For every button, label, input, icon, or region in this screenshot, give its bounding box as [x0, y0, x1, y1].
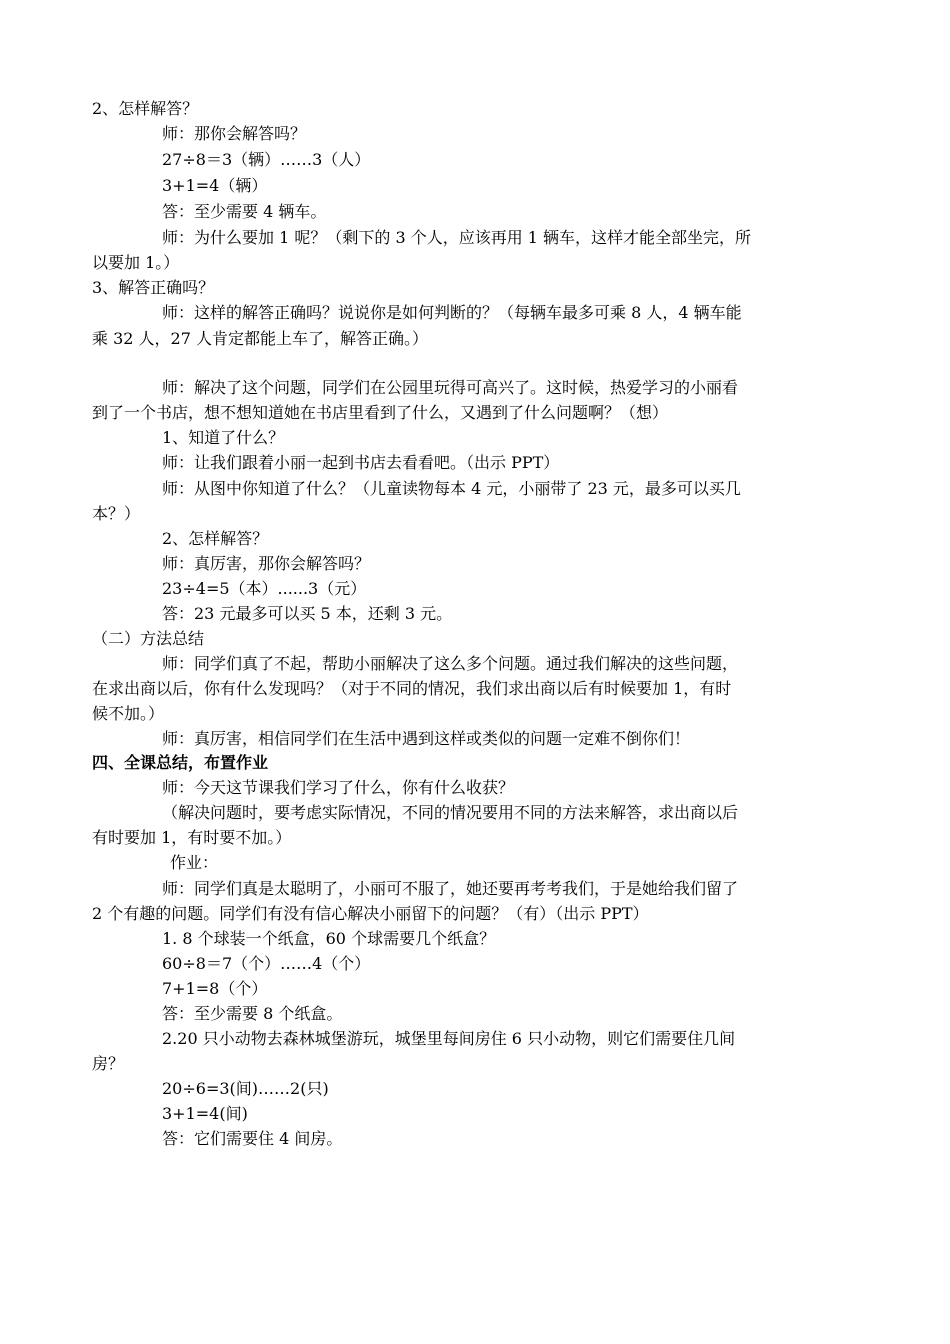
- heading-how-to-answer-1: 2、怎样解答？: [92, 99, 199, 118]
- text-line: 师：真厉害，那你会解答吗？: [162, 554, 371, 573]
- text-line: 2 个有趣的问题。同学们有没有信心解决小丽留下的问题？（有）（出示 PPT）: [92, 904, 649, 923]
- equation-line: 3+1=4(间): [162, 1104, 248, 1123]
- answer-line: 答：23 元最多可以买 5 本，还剩 3 元。: [162, 604, 453, 623]
- problem-1: 1. 8 个球装一个纸盒，60 个球需要几个纸盒？: [162, 929, 496, 948]
- equation-line: 20÷6=3(间)……2(只): [162, 1079, 329, 1098]
- text-line: 师：为什么要加 1 呢？（剩下的 3 个人，应该再用 1 辆车，这样才能全部坐完，所: [162, 228, 752, 247]
- text-line: 有时要加 1，有时要不加。）: [92, 828, 292, 847]
- equation-line: 7+1=8（个）: [162, 979, 268, 998]
- equation-line: 23÷4=5（本）......3（元）: [162, 579, 367, 598]
- text-line: 乘 32 人，27 人肯定都能上车了，解答正确。）: [92, 329, 428, 348]
- heading-how-to-answer-2: 2、怎样解答？: [162, 529, 269, 548]
- text-line: 师：同学们真是太聪明了，小丽可不服了，她还要再考考我们，于是她给我们留了: [162, 879, 739, 898]
- homework-label: 作业：: [170, 853, 219, 872]
- heading-is-correct: 3、解答正确吗？: [92, 278, 215, 297]
- problem-2: 2.20 只小动物去森林城堡游玩，城堡里每间房住 6 只小动物，则它们需要住几间: [162, 1029, 736, 1048]
- text-line: 师：那你会解答吗？: [162, 124, 307, 143]
- text-line: 师：同学们真了不起，帮助小丽解决了这么多个问题。通过我们解决的这些问题，: [162, 654, 739, 673]
- equation-line: 3+1=4（辆）: [162, 176, 268, 195]
- text-line: 本？）: [92, 504, 141, 523]
- text-line: 房？: [92, 1054, 125, 1073]
- text-line: 师：从图中你知道了什么？（儿童读物每本 4 元，小丽带了 23 元，最多可以买几: [162, 479, 741, 498]
- answer-line: 答：至少需要 8 个纸盒。: [162, 1004, 343, 1023]
- text-line: （解决问题时，要考虑实际情况，不同的情况要用不同的方法来解答，求出商以后: [162, 803, 739, 822]
- text-line: 到了一个书店，想不想知道她在书店里看到了什么，又遇到了什么问题啊？（想）: [92, 403, 669, 422]
- text-line: 候不加。）: [92, 704, 165, 723]
- text-line: 以要加 1。）: [92, 253, 180, 272]
- text-line: 师：真厉害，相信同学们在生活中遇到这样或类似的问题一定难不倒你们！: [162, 729, 691, 748]
- text-line: 师：今天这节课我们学习了什么，你有什么收获？: [162, 778, 515, 797]
- text-line: 师：解决了这个问题，同学们在公园里玩得可高兴了。这时候，热爱学习的小丽看: [162, 378, 739, 397]
- heading-method-summary: （二）方法总结: [92, 629, 205, 648]
- text-line: 在求出商以后，你有什么发现吗？（对于不同的情况，我们求出商以后有时候要加 1，有时: [92, 679, 732, 698]
- equation-line: 60÷8＝7（个）……4（个）: [162, 954, 371, 973]
- answer-line: 答：它们需要住 4 间房。: [162, 1129, 343, 1148]
- equation-line: 27÷8＝3（辆）……3（人）: [162, 150, 371, 169]
- text-line: 师：这样的解答正确吗？说说你是如何判断的？（每辆车最多可乘 8 人，4 辆车能: [162, 303, 742, 322]
- section-heading-summary-homework: 四、全课总结，布置作业: [92, 753, 269, 772]
- answer-line: 答：至少需要 4 辆车。: [162, 202, 327, 221]
- text-line: 师：让我们跟着小丽一起到书店去看看吧。（出示 PPT）: [162, 453, 560, 472]
- heading-what-known: 1、知道了什么？: [162, 428, 285, 447]
